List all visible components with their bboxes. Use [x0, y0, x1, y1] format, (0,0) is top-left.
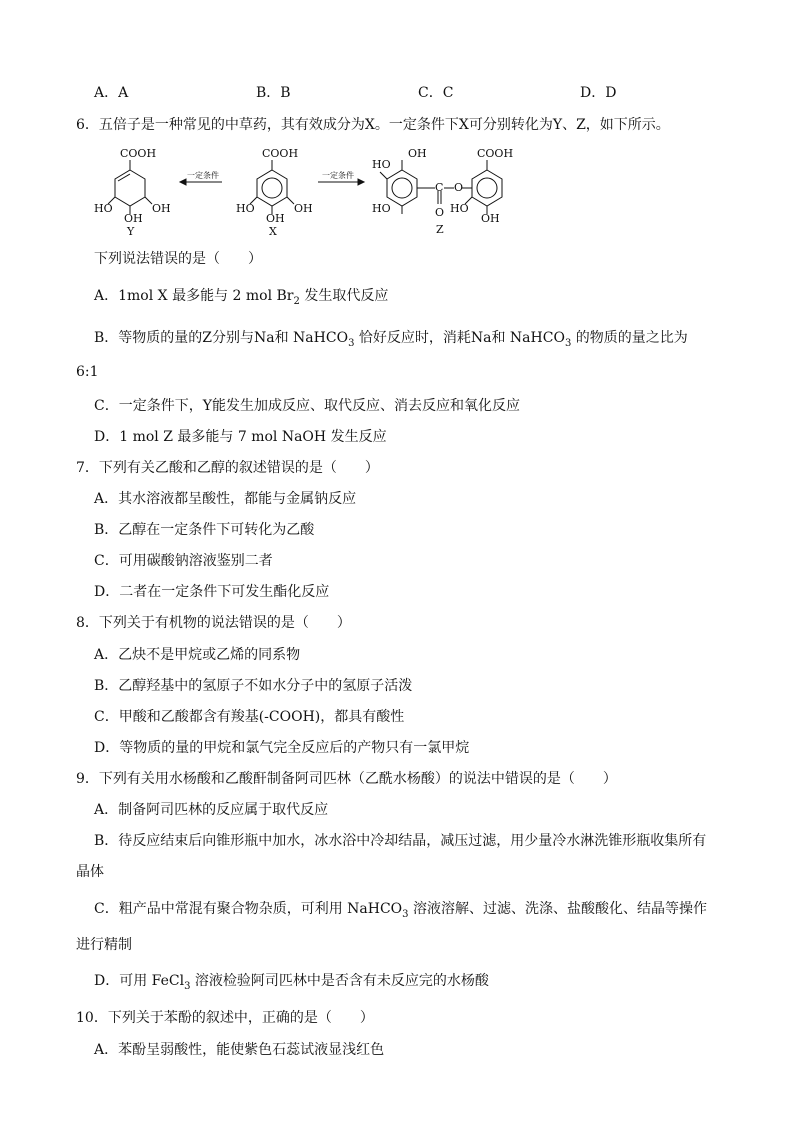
q7-option-d: D．二者在一定条件下可发生酯化反应 [94, 584, 330, 600]
y-ho-left: HO [94, 202, 113, 215]
z-label: Z [436, 223, 444, 236]
z-carbonyl-o: O [435, 206, 445, 219]
q5-option-d: D．D [580, 85, 617, 101]
q5-option-b: B．B [256, 85, 291, 101]
q9-option-d: D．可用 FeCl$_3$ 溶液检验阿司匹林中是否含有未反应完的水杨酸 [94, 973, 489, 992]
q9-option-a: A．制备阿司匹林的反应属于取代反应 [94, 802, 329, 818]
z-c-label: C [435, 181, 444, 194]
q8-stem: 8．下列关于有机物的说法错误的是（ ） [76, 615, 351, 631]
q8-option-c: C．甲酸和乙酸都含有羧基(-COOH)，都具有酸性 [94, 709, 405, 725]
q7-option-b: B．乙醇在一定条件下可转化为乙酸 [94, 522, 315, 538]
x-cooh-label: COOH [262, 147, 299, 160]
q7-option-c: C．可用碳酸钠溶液鉴别二者 [94, 553, 273, 569]
z-oh-top: OH [408, 147, 427, 160]
q8-option-a: A．乙炔不是甲烷或乙烯的同系物 [94, 647, 301, 663]
q6-option-c: C．一定条件下，Y能发生加成反应、取代反应、消去反应和氧化反应 [94, 398, 520, 414]
y-oh-mid: OH [124, 212, 143, 225]
q8-option-b: B．乙醇羟基中的氢原子不如水分子中的氢原子活泼 [94, 678, 413, 694]
z-ho-bottom-left: HO [372, 202, 391, 215]
q6-option-a: A．1mol X 最多能与 2 mol $Br_2$ 发生取代反应 [94, 288, 389, 307]
arrow-label-right: 一定条件 [322, 171, 354, 180]
y-cooh-label: COOH [120, 147, 157, 160]
z-o-label: O [454, 181, 464, 194]
q9-option-c-continued: 进行精制 [76, 937, 132, 953]
q7-stem: 7．下列有关乙酸和乙醇的叙述错误的是（ ） [76, 460, 379, 476]
q9-option-b: B．待反应结束后向锥形瓶中加水，冰水浴中冷却结晶，减压过滤，用少量冷水淋洗锥形瓶收集所有 [94, 833, 707, 849]
x-oh-right: OH [294, 202, 313, 215]
q6-option-b: B．等物质的量的Z分别与Na和 NaHCO$_3$ 恰好反应时，消耗Na和 NaHCO$_3$ 的物质的量之比为 [94, 330, 688, 349]
q6-option-b-continued: 6:1 [76, 364, 99, 380]
q7-option-a: A．其水溶液都呈酸性，都能与金属钠反应 [94, 491, 357, 507]
z-cooh-label: COOH [477, 147, 514, 160]
q6-option-d: D．1 mol Z 最多能与 7 mol NaOH 发生反应 [94, 429, 387, 445]
x-label: X [269, 225, 277, 238]
q9-option-b-continued: 晶体 [76, 864, 104, 880]
z-ho-top-left: HO [372, 158, 391, 171]
q10-stem: 10．下列关于苯酚的叙述中，正确的是（ ） [76, 1010, 374, 1026]
z-oh-bottom: OH [481, 212, 500, 225]
z-ho-right-ring: HO [450, 202, 469, 215]
arrow-label-left: 一定条件 [187, 171, 219, 180]
x-ho-left: HO [236, 202, 255, 215]
q6-stem: 6．五倍子是一种常见的中草药，其有效成分为X。一定条件下X可分别转化为Y、Z，如下所示。 [76, 117, 670, 133]
x-oh-mid: OH [266, 212, 285, 225]
y-oh-right: OH [152, 202, 171, 215]
q10-option-a: A．苯酚呈弱酸性，能使紫色石蕊试液显浅红色 [94, 1042, 385, 1058]
molecule-x [250, 160, 294, 214]
q5-option-a: A．A [94, 85, 129, 101]
y-label: Y [127, 225, 135, 238]
q9-option-c: C．粗产品中常混有聚合物杂质，可利用 NaHCO$_3$ 溶液溶解、过滤、洗涤、盐酸酸化、结晶等操作 [94, 901, 707, 920]
q5-option-c: C．C [418, 85, 454, 101]
q8-option-d: D．等物质的量的甲烷和氯气完全反应后的产物只有一氯甲烷 [94, 740, 470, 756]
q6-structure-figure [90, 142, 530, 242]
q6-prompt: 下列说法错误的是（ ） [94, 251, 262, 267]
molecule-y [108, 160, 152, 214]
q9-stem: 9．下列有关用水杨酸和乙酸酐制备阿司匹林（乙酰水杨酸）的说法中错误的是（ ） [76, 771, 617, 787]
